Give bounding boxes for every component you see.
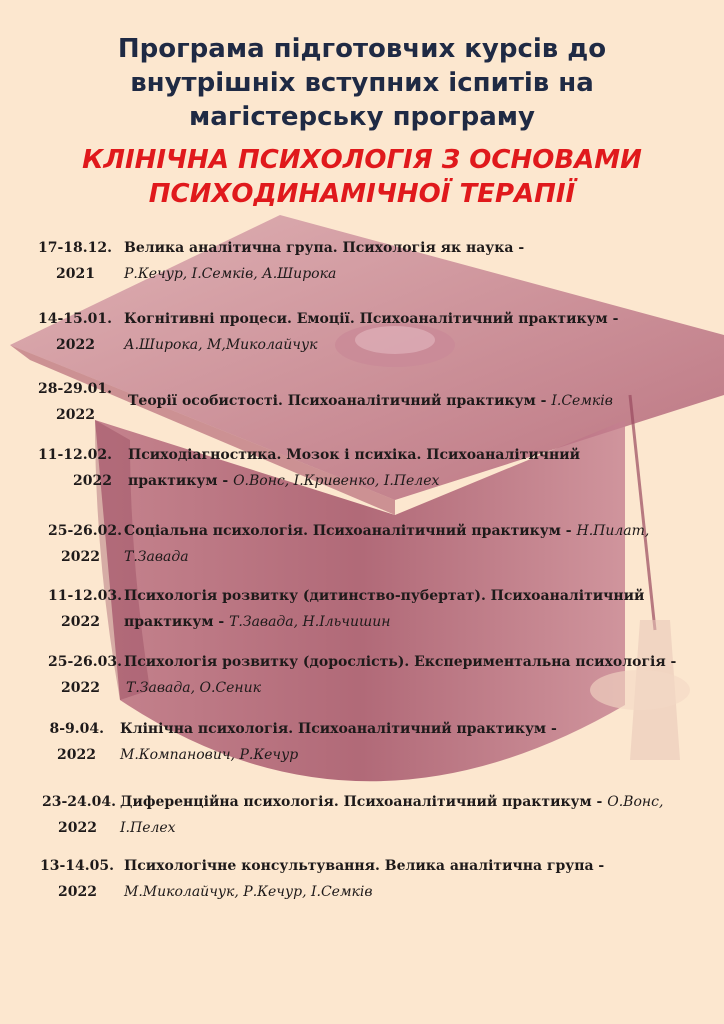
session-lecturers xyxy=(124,260,336,288)
session-year: 2022 xyxy=(61,680,100,696)
session-dates: 11-12.03. xyxy=(47,588,122,604)
lecturers-text: О.Вонс, xyxy=(607,794,664,810)
session-topic xyxy=(124,234,524,262)
lecturers-text: Р.Кечур, І.Семків, А.Широка xyxy=(124,266,337,282)
program-name-line-1: КЛІНІЧНА ПСИХОЛОГІЯ З ОСНОВАМИ xyxy=(82,145,642,175)
topic-text: Диференційна психологія. Психоаналітичний практикум - xyxy=(120,794,608,810)
session-topic xyxy=(128,441,580,469)
topic-text: Психологія розвитку (дитинство-пубертат). Психоаналітичний xyxy=(124,588,645,604)
topic-text: Клінічна психологія. Психоаналітичний практикум - xyxy=(120,721,557,737)
session-year: 2022 xyxy=(61,549,100,565)
lecturers-text: Т.Завада, О.Сеник xyxy=(126,680,261,696)
session-lecturers xyxy=(126,674,261,702)
session-lecturers xyxy=(124,543,189,571)
session-year: 2022 xyxy=(56,407,95,423)
schedule-row xyxy=(0,441,724,497)
session-year: 2022 xyxy=(58,820,97,836)
lecturers-text: О.Вонс, І.Кривенко, І.Пелех xyxy=(233,473,440,489)
session-year: 2021 xyxy=(56,266,95,282)
session-topic xyxy=(120,715,557,743)
schedule-row xyxy=(0,788,724,844)
session-year: 2022 xyxy=(61,614,100,630)
session-dates: 8-9.04. xyxy=(49,721,104,737)
session-year: 2022 xyxy=(58,884,97,900)
session-dates: 17-18.12. xyxy=(37,240,112,256)
lecturers-text: Н.Пилат, xyxy=(576,523,650,539)
session-lecturers xyxy=(124,878,373,906)
topic-text: Психодіагностика. Мозок і психіка. Психоаналітичний xyxy=(128,447,580,463)
schedule-row xyxy=(0,234,724,290)
session-dates: 25-26.03. xyxy=(47,654,122,670)
schedule-row xyxy=(0,715,724,771)
session-lecturers xyxy=(128,467,439,495)
session-dates: 23-24.04. xyxy=(41,794,116,810)
session-dates: 14-15.01. xyxy=(37,311,112,327)
session-year: 2022 xyxy=(57,747,96,763)
session-topic xyxy=(124,517,649,545)
lecturers-text: М.Миколайчук, Р.Кечур, І.Семків xyxy=(124,884,373,900)
session-dates: 13-14.05. xyxy=(39,858,114,874)
lecturers-text: Т.Завада xyxy=(124,549,189,565)
session-topic xyxy=(120,788,663,816)
topic-text: Велика аналітична група. Психологія як наука - xyxy=(124,240,525,256)
program-name-line-2: ПСИХОДИНАМІЧНОЇ ТЕРАПІЇ xyxy=(148,179,576,209)
lecturers-text: І.Пелех xyxy=(120,820,176,836)
schedule-row xyxy=(0,852,724,908)
session-dates: 25-26.02. xyxy=(47,523,122,539)
session-lecturers xyxy=(120,814,176,842)
session-lecturers xyxy=(124,331,317,359)
page-title-line-3: магістерську програму xyxy=(189,102,535,132)
session-year: 2022 xyxy=(56,337,95,353)
session-lecturers xyxy=(120,741,298,769)
schedule-row xyxy=(0,648,724,704)
schedule-row xyxy=(0,517,724,573)
lecturers-text: А.Широка, М,Миколайчук xyxy=(124,337,318,353)
lecturers-text: Т.Завада, Н.Ільчишин xyxy=(229,614,391,630)
session-dates: 28-29.01. xyxy=(37,381,112,397)
schedule-row xyxy=(0,305,724,361)
session-topic xyxy=(124,648,676,676)
page-title-line-1: Програма підготовчих курсів до xyxy=(117,34,607,64)
topic-text: практикум - xyxy=(128,473,234,489)
session-year: 2022 xyxy=(73,473,112,489)
schedule-row xyxy=(0,582,724,638)
topic-text: Соціальна психологія. Психоаналітичний практикум - xyxy=(124,523,577,539)
lecturers-text: І.Семків xyxy=(551,393,613,409)
session-topic xyxy=(124,582,644,610)
topic-text: практикум - xyxy=(124,614,230,630)
schedule-row xyxy=(0,375,724,431)
session-dates: 11-12.02. xyxy=(37,447,112,463)
lecturers-text: М.Компанович, Р.Кечур xyxy=(120,747,299,763)
session-lecturers xyxy=(124,608,391,636)
session-topic xyxy=(124,305,618,333)
page-title-line-2: внутрішніх вступних іспитів на xyxy=(130,68,594,98)
session-topic xyxy=(128,387,613,415)
topic-text: Психологія розвитку (дорослість). Експериментальна психологія - xyxy=(124,654,677,670)
session-topic xyxy=(124,852,604,880)
topic-text: Психологічне консультування. Велика аналітична група - xyxy=(124,858,605,874)
topic-text: Когнітивні процеси. Емоції. Психоаналітичний практикум - xyxy=(124,311,619,327)
topic-text: Теорії особистості. Психоаналітичний практикум - xyxy=(128,393,552,409)
